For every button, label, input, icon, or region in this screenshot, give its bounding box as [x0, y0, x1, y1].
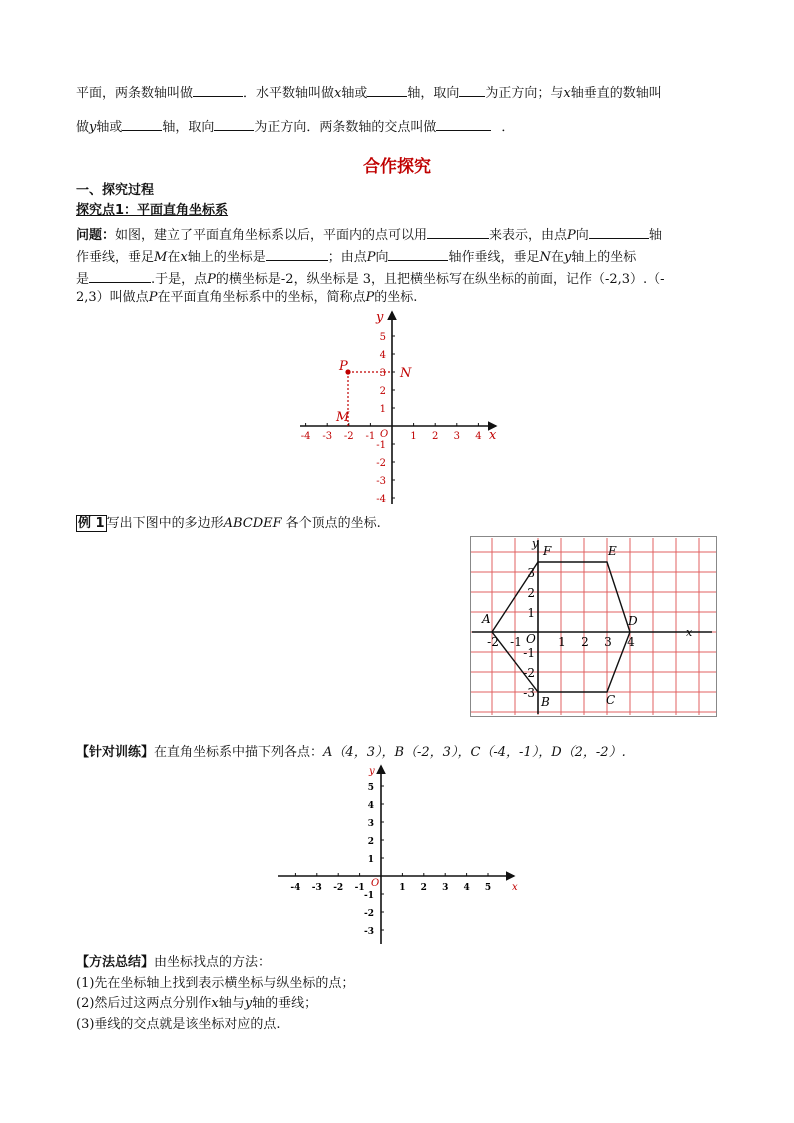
problem-text: 轴	[648, 228, 662, 243]
intro-text: ．	[501, 120, 515, 135]
problem-text: .于是，点	[151, 272, 208, 287]
y-tick-label: 1	[367, 855, 374, 865]
section-title: 合作探究	[363, 157, 431, 177]
method-step-2	[76, 996, 317, 1012]
x-tick-label: 4	[475, 431, 482, 442]
intro-text: 轴，取向	[162, 120, 215, 135]
intro-text: 轴或	[96, 120, 123, 135]
intro-text: ．水平数轴叫做	[243, 86, 335, 101]
method-step-1: (1)先在坐标轴上找到表示横坐标与纵坐标的点；	[76, 976, 355, 991]
y-tick-label: -2	[523, 666, 535, 680]
y-tick-label: -3	[364, 927, 374, 937]
y-tick-label: -2	[364, 909, 374, 919]
answer-blank[interactable]	[266, 247, 328, 261]
var-x: x	[180, 250, 188, 265]
x-tick-label: -2	[487, 635, 499, 649]
intro-text: 轴，取向	[407, 86, 460, 101]
intro-text: 平面，两条数轴叫做	[76, 86, 194, 101]
y-tick-label: 2	[379, 386, 386, 397]
answer-blank[interactable]	[459, 83, 485, 97]
y-tick-label: 1	[527, 606, 535, 620]
label-N: N	[400, 366, 412, 381]
example-text: 各个顶点的坐标.	[285, 516, 381, 531]
var-y: y	[89, 120, 97, 135]
figure-3-blank-coordinate-plane	[274, 762, 524, 948]
problem-text: ；由点	[327, 250, 367, 265]
intro-text: 为正方向；与	[485, 86, 564, 101]
problem-text: 轴上的坐标	[571, 250, 637, 265]
vertex-B: B	[541, 695, 550, 709]
explore1-heading: 探究点1：平面直角坐标系	[76, 203, 229, 218]
method-title: 由坐标找点的方法：	[154, 955, 272, 970]
problem-text: 向	[575, 228, 589, 243]
y-tick-label: -3	[523, 686, 535, 700]
practice-line	[76, 745, 626, 761]
y-tick-label: -1	[523, 646, 535, 660]
x-tick-label: -2	[343, 431, 354, 442]
problem-text: 如图，建立了平面直角坐标系以后，平面内的点可以用	[115, 228, 428, 243]
problem-text: 是	[76, 272, 90, 287]
answer-blank[interactable]	[367, 83, 407, 97]
var-M: M	[154, 250, 168, 265]
problem-text: 的坐标.	[374, 290, 418, 305]
var-P: P	[365, 290, 375, 305]
var-P: P	[148, 290, 158, 305]
y-tick-label: -1	[364, 891, 374, 901]
intro-text: 为正方向．两条数轴的交点叫做	[254, 120, 437, 135]
x-tick-label: 2	[420, 883, 427, 893]
vertex-F: F	[543, 544, 552, 558]
label-y: y	[369, 766, 375, 777]
y-tick-label: 4	[379, 350, 386, 361]
problem-line-2	[76, 247, 636, 266]
label-y: y	[532, 537, 539, 550]
x-tick-label: -4	[300, 431, 311, 442]
problem-text: 轴作垂线，垂足	[448, 250, 540, 265]
y-tick-label: 3	[527, 566, 535, 580]
answer-blank[interactable]	[427, 225, 489, 239]
y-tick-label: 5	[367, 783, 374, 793]
x-tick-label: 1	[399, 883, 406, 893]
problem-text: 在	[167, 250, 181, 265]
x-tick-label: -1	[510, 635, 522, 649]
intro-line-1	[76, 83, 662, 102]
label-y: y	[376, 310, 384, 325]
answer-blank[interactable]	[89, 269, 151, 283]
x-tick-label: -3	[322, 431, 333, 442]
var-N: N	[539, 250, 551, 265]
problem-text: 在平面直角坐标系中的坐标，简称点	[157, 290, 366, 305]
method-text: 轴的垂线；	[252, 996, 318, 1011]
figure-2-hexagon-grid	[470, 536, 720, 718]
polygon-name: ABCDEF	[223, 516, 282, 531]
x-tick-label: 4	[463, 883, 470, 893]
method-text: 轴与	[218, 996, 245, 1011]
y-tick-label: -2	[376, 458, 386, 469]
intro-text: 做	[76, 120, 90, 135]
intro-text: 轴或	[341, 86, 368, 101]
var-y: y	[563, 250, 572, 265]
answer-blank[interactable]	[436, 117, 491, 131]
practice-text: 在直角坐标系中描下列各点：	[154, 745, 324, 760]
figure-1-coordinate-plane	[296, 308, 506, 508]
y-tick-label: 4	[367, 801, 374, 811]
problem-label: 问题：	[76, 228, 116, 243]
var-P: P	[567, 228, 576, 243]
y-tick-label: 2	[527, 586, 535, 600]
method-step-3: (3)垂线的交点就是该坐标对应的点.	[76, 1017, 281, 1032]
label-x: x	[512, 882, 518, 893]
vertex-C: C	[606, 693, 616, 707]
var-P: P	[207, 272, 216, 287]
label-P: P	[339, 359, 348, 374]
problem-text: 的横坐标是-2，纵坐标是 3，且把横坐标写在纵坐标的前面，记作（-2,3）.（-	[215, 272, 665, 287]
problem-text: 2,3）叫做点	[76, 290, 149, 305]
y-tick-label: 3	[367, 819, 374, 829]
x-tick-label: -1	[365, 431, 376, 442]
answer-blank[interactable]	[214, 117, 254, 131]
label-origin: O	[380, 429, 389, 440]
y-tick-label: -3	[376, 476, 386, 487]
var-y: y	[244, 996, 253, 1011]
method-text: (2)然后过这两点分别作	[76, 996, 212, 1011]
example-1-tag: 例 1	[78, 516, 105, 531]
problem-text: 轴上的坐标是	[187, 250, 266, 265]
x-tick-label: 3	[604, 635, 612, 649]
vertex-E: E	[608, 544, 617, 558]
y-tick-label: 3	[379, 368, 386, 379]
problem-line-3	[76, 269, 665, 288]
label-M: M	[336, 410, 350, 425]
x-tick-label: -1	[354, 883, 365, 893]
answer-blank[interactable]	[388, 247, 448, 261]
y-tick-label: -1	[376, 440, 386, 451]
x-tick-label: -4	[290, 883, 301, 893]
problem-text: 来表示，由点	[489, 228, 568, 243]
example-1-line	[76, 516, 381, 532]
problem-text: 在	[550, 250, 564, 265]
var-x: x	[211, 996, 219, 1011]
problem-line-1	[76, 225, 662, 244]
var-x: x	[334, 86, 342, 101]
x-tick-label: 3	[453, 431, 460, 442]
y-tick-label: 5	[379, 332, 386, 343]
y-tick-label: 2	[367, 837, 374, 847]
method-tag: 【方法总结】	[76, 955, 155, 970]
y-tick-label: 1	[379, 404, 386, 415]
label-origin: O	[526, 632, 536, 646]
x-tick-label: 2	[432, 431, 439, 442]
x-tick-label: 5	[484, 883, 492, 893]
practice-tag: 【针对训练】	[76, 745, 155, 760]
x-tick-label: 2	[581, 635, 589, 649]
problem-line-4	[76, 290, 417, 306]
vertex-D: D	[628, 614, 638, 628]
problem-text: 向	[375, 250, 389, 265]
label-x: x	[686, 626, 693, 639]
x-tick-label: 3	[442, 883, 449, 893]
intro-text: 轴垂直的数轴叫	[570, 86, 662, 101]
practice-points: A（4，3），B（-2，3），C（-4，-1），D（2，-2）.	[323, 745, 626, 760]
answer-blank[interactable]	[193, 83, 243, 97]
vertex-A: A	[482, 612, 491, 626]
var-x: x	[563, 86, 571, 101]
x-tick-label: -3	[311, 883, 322, 893]
answer-blank[interactable]	[122, 117, 162, 131]
problem-text: 作垂线，垂足	[76, 250, 155, 265]
x-tick-label: 4	[627, 635, 635, 649]
example-text: 写出下图中的多边形	[106, 516, 224, 531]
x-tick-label: 1	[558, 635, 566, 649]
label-x: x	[489, 428, 497, 443]
y-tick-label: -4	[376, 494, 386, 505]
part1-heading: 一、探究过程	[76, 183, 155, 198]
var-P: P	[366, 250, 376, 265]
intro-line-2	[76, 117, 514, 136]
answer-blank[interactable]	[589, 225, 649, 239]
label-origin: O	[371, 878, 380, 889]
x-tick-label: -2	[333, 883, 344, 893]
x-tick-label: 1	[410, 431, 417, 442]
method-title-line	[76, 955, 271, 971]
